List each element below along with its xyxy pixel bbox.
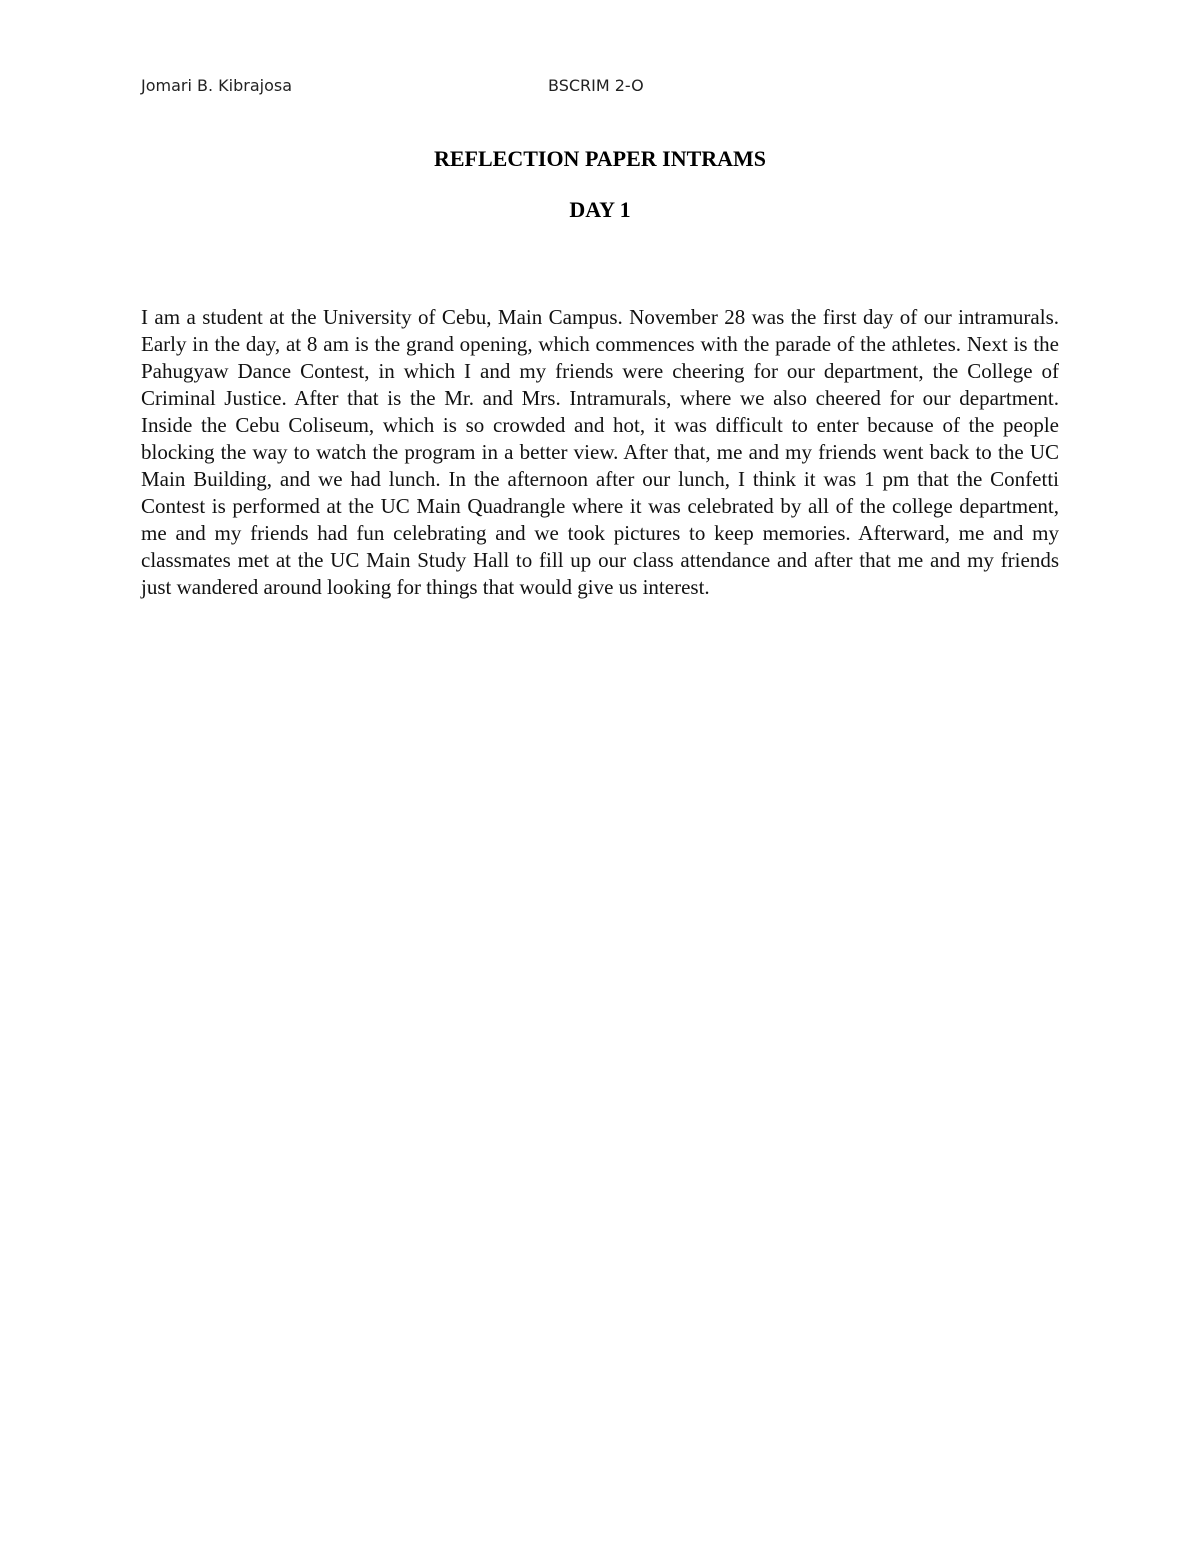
course-section: BSCRIM 2-O bbox=[548, 76, 644, 95]
author-name: Jomari B. Kibrajosa bbox=[141, 76, 293, 95]
document-title: REFLECTION PAPER INTRAMS bbox=[433, 146, 767, 171]
body-paragraph: I am a student at the University of Cebu, Main Campus. November 28 was the first day of our intramurals. Early in the day, at 8 am is the grand opening, which commences with the parade of the athletes. Next is the Pahugyaw Dance Contest, in which I and my friends were cheering for our department, the College of Criminal Justice. After that is the Mr. and Mrs. Intramurals, where we also cheered for our department. Inside the Cebu Coliseum, which is so crowded and hot, it was difficult to enter because of the people blocking the way to watch the program in a better view. After that, me and my friends went back to the UC Main Building, and we had lunch. In the afternoon after our lunch, I think it was 1 pm that the Confetti Contest is performed at the UC Main Quadrangle where it was celebrated by all of the college department, me and my friends had fun celebrating and we took pictures to keep memories. Afterward, me and my classmates met at the UC Main Study Hall to fill up our class attendance and after that me and my friends just wandered around looking for things that would give us interest. bbox=[141, 305, 1059, 599]
page-header bbox=[141, 74, 1059, 98]
document-subtitle: DAY 1 bbox=[569, 197, 631, 222]
